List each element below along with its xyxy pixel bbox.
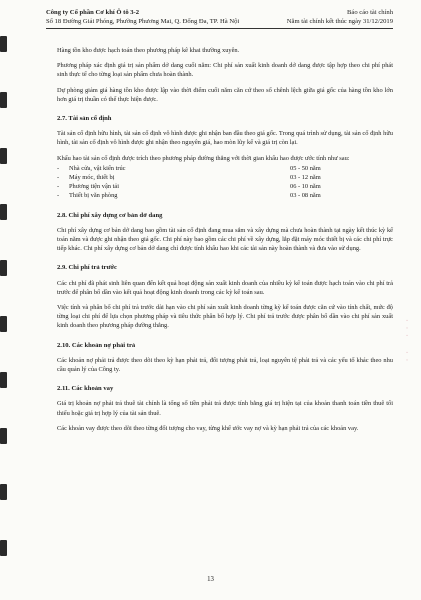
section-heading: 2.8. Chi phí xây dựng cơ bản dở dang — [57, 211, 163, 219]
binder-mark — [0, 260, 7, 276]
asset-category: Máy móc, thiết bị — [69, 174, 115, 182]
asset-category: Phương tiện vận tải — [69, 183, 119, 191]
fiscal-year: Năm tài chính kết thúc ngày 31/12/2019 — [286, 18, 393, 25]
useful-life: 05 - 50 năm — [290, 164, 321, 172]
bullet-dash: - — [57, 183, 60, 191]
bullet-dash: - — [57, 174, 60, 182]
binder-mark — [0, 484, 7, 500]
paragraph: Dự phòng giảm giá hàng tồn kho được lập vào thời điểm cuối năm căn cứ theo số chênh lệch giữa giá gốc của hàng tồn kho lớn hơn giá trị thuần có thể thực hiện được. — [57, 86, 393, 103]
binder-mark — [0, 428, 7, 444]
company-address: Số 18 Đường Giải Phóng, Phường Phương Mai, Q. Đống Đa, TP. Hà Nội — [46, 18, 240, 25]
paragraph: Phương pháp xác định giá trị sản phẩm dở dang cuối năm: Chi phí sản xuất kinh doanh dở dang được tập hợp theo chi phí phát sinh thực tế cho từng loại sản phẩm chưa hoàn thành. — [57, 62, 393, 79]
page-header — [46, 8, 393, 26]
paragraph: Các chi phí đã phát sinh liên quan đến kết quả hoạt động sản xuất kinh doanh của nhiều kỳ kế toán được hạch toán vào chi phí trả trước để phân bổ dần vào kết quả hoạt động kinh doanh trong các kỳ kế toán sau. — [57, 279, 393, 296]
company-name: Công ty Cổ phần Cơ khí Ô tô 3-2 — [46, 9, 140, 16]
binder-mark — [0, 204, 7, 220]
document-body — [57, 46, 393, 439]
table-row — [57, 182, 393, 191]
paragraph: Việc tính và phân bổ chi phí trả trước dài hạn vào chi phí sản xuất kinh doanh từng kỳ kế toán được căn cứ vào tính chất, mức độ từng loại chi phí để lựa chọn phương pháp và tiêu thức phân bổ hợp lý. Chi phí trả trước được phân bổ dần vào chi phí sản xuất kinh doanh theo phương pháp đường thẳng. — [57, 304, 393, 330]
paragraph: Các khoản nợ phải trả được theo dõi theo kỳ hạn phải trả, đối tượng phải trả, loại nguyên tệ phải trả và các yếu tố khác theo nhu cầu quản lý của Công ty. — [57, 356, 393, 374]
paragraph: Chi phí xây dựng cơ bản dở dang bao gồm tài sản cố định đang mua sắm và xây dựng mà chưa hoàn thành tại ngày kết thúc kỳ kế toán năm và được ghi nhận theo giá gốc. Chi phí này bao gồm các chi phí về xây dựng, lắp đặt máy móc thiết bị và các chi phí trực tiếp khác. Chi phí xây dựng cơ bản dở dang chỉ được tính khấu hao khi các tài sản này hoàn thành và đưa vào sử dụng. — [57, 226, 393, 253]
useful-life: 06 - 10 năm — [290, 183, 321, 191]
binder-mark — [0, 540, 7, 556]
useful-life: 03 - 08 năm — [290, 192, 321, 200]
binder-mark — [0, 372, 7, 388]
header-divider — [46, 28, 393, 29]
page-number: 13 — [207, 576, 214, 583]
seal-stamp: ◦ ◦ — [404, 350, 410, 364]
section-heading: 2.9. Chi phí trả trước — [57, 264, 117, 272]
asset-category: Nhà cửa, vật kiến trúc — [69, 164, 126, 172]
section-heading: 2.11. Các khoản vay — [57, 385, 114, 393]
paragraph: Giá trị khoản nợ phải trả thuê tài chính là tổng số tiền phải trả được tính bằng giá trị hiện tại của khoản thanh toán tiền thuê tối thiểu hoặc giá trị hợp lý của tài sản thuê. — [57, 400, 393, 417]
table-row — [57, 191, 393, 200]
section-heading: 2.10. Các khoản nợ phải trả — [57, 341, 136, 349]
bullet-dash: - — [57, 192, 60, 200]
binder-mark — [0, 36, 7, 52]
binder-mark — [0, 316, 7, 332]
paragraph: Hàng tồn kho được hạch toán theo phương pháp kê khai thường xuyên. — [57, 47, 240, 54]
report-title: Báo cáo tài chính — [347, 9, 393, 16]
seal-stamp: ◦ ◦ ◦ — [404, 318, 410, 339]
paragraph: Các khoản vay được theo dõi theo từng đối tượng cho vay, từng khế ước vay nợ và kỳ hạn phải trả của các khoản vay. — [57, 424, 359, 432]
asset-category: Thiết bị văn phòng — [69, 192, 118, 200]
binder-mark — [0, 148, 7, 164]
binder-mark — [0, 92, 7, 108]
depreciation-table — [57, 164, 393, 201]
section-heading: 2.7. Tài sản cố định — [57, 115, 112, 123]
table-row — [57, 173, 393, 182]
paragraph: Khấu hao tài sản cố định được trích theo phương pháp đường thẳng với thời gian khấu hao được ước tính như sau: — [57, 154, 350, 162]
bullet-dash: - — [57, 164, 60, 172]
table-row — [57, 164, 393, 173]
paragraph: Tài sản cố định hữu hình, tài sản cố định vô hình được ghi nhận ban đầu theo giá gốc. Trong quá trình sử dụng, tài sản cố định hữu hình, tài sản cố định vô hình được ghi nhận theo nguyên giá, hao mòn lũy kế và giá trị còn lại. — [57, 130, 393, 147]
useful-life: 03 - 12 năm — [290, 174, 321, 182]
